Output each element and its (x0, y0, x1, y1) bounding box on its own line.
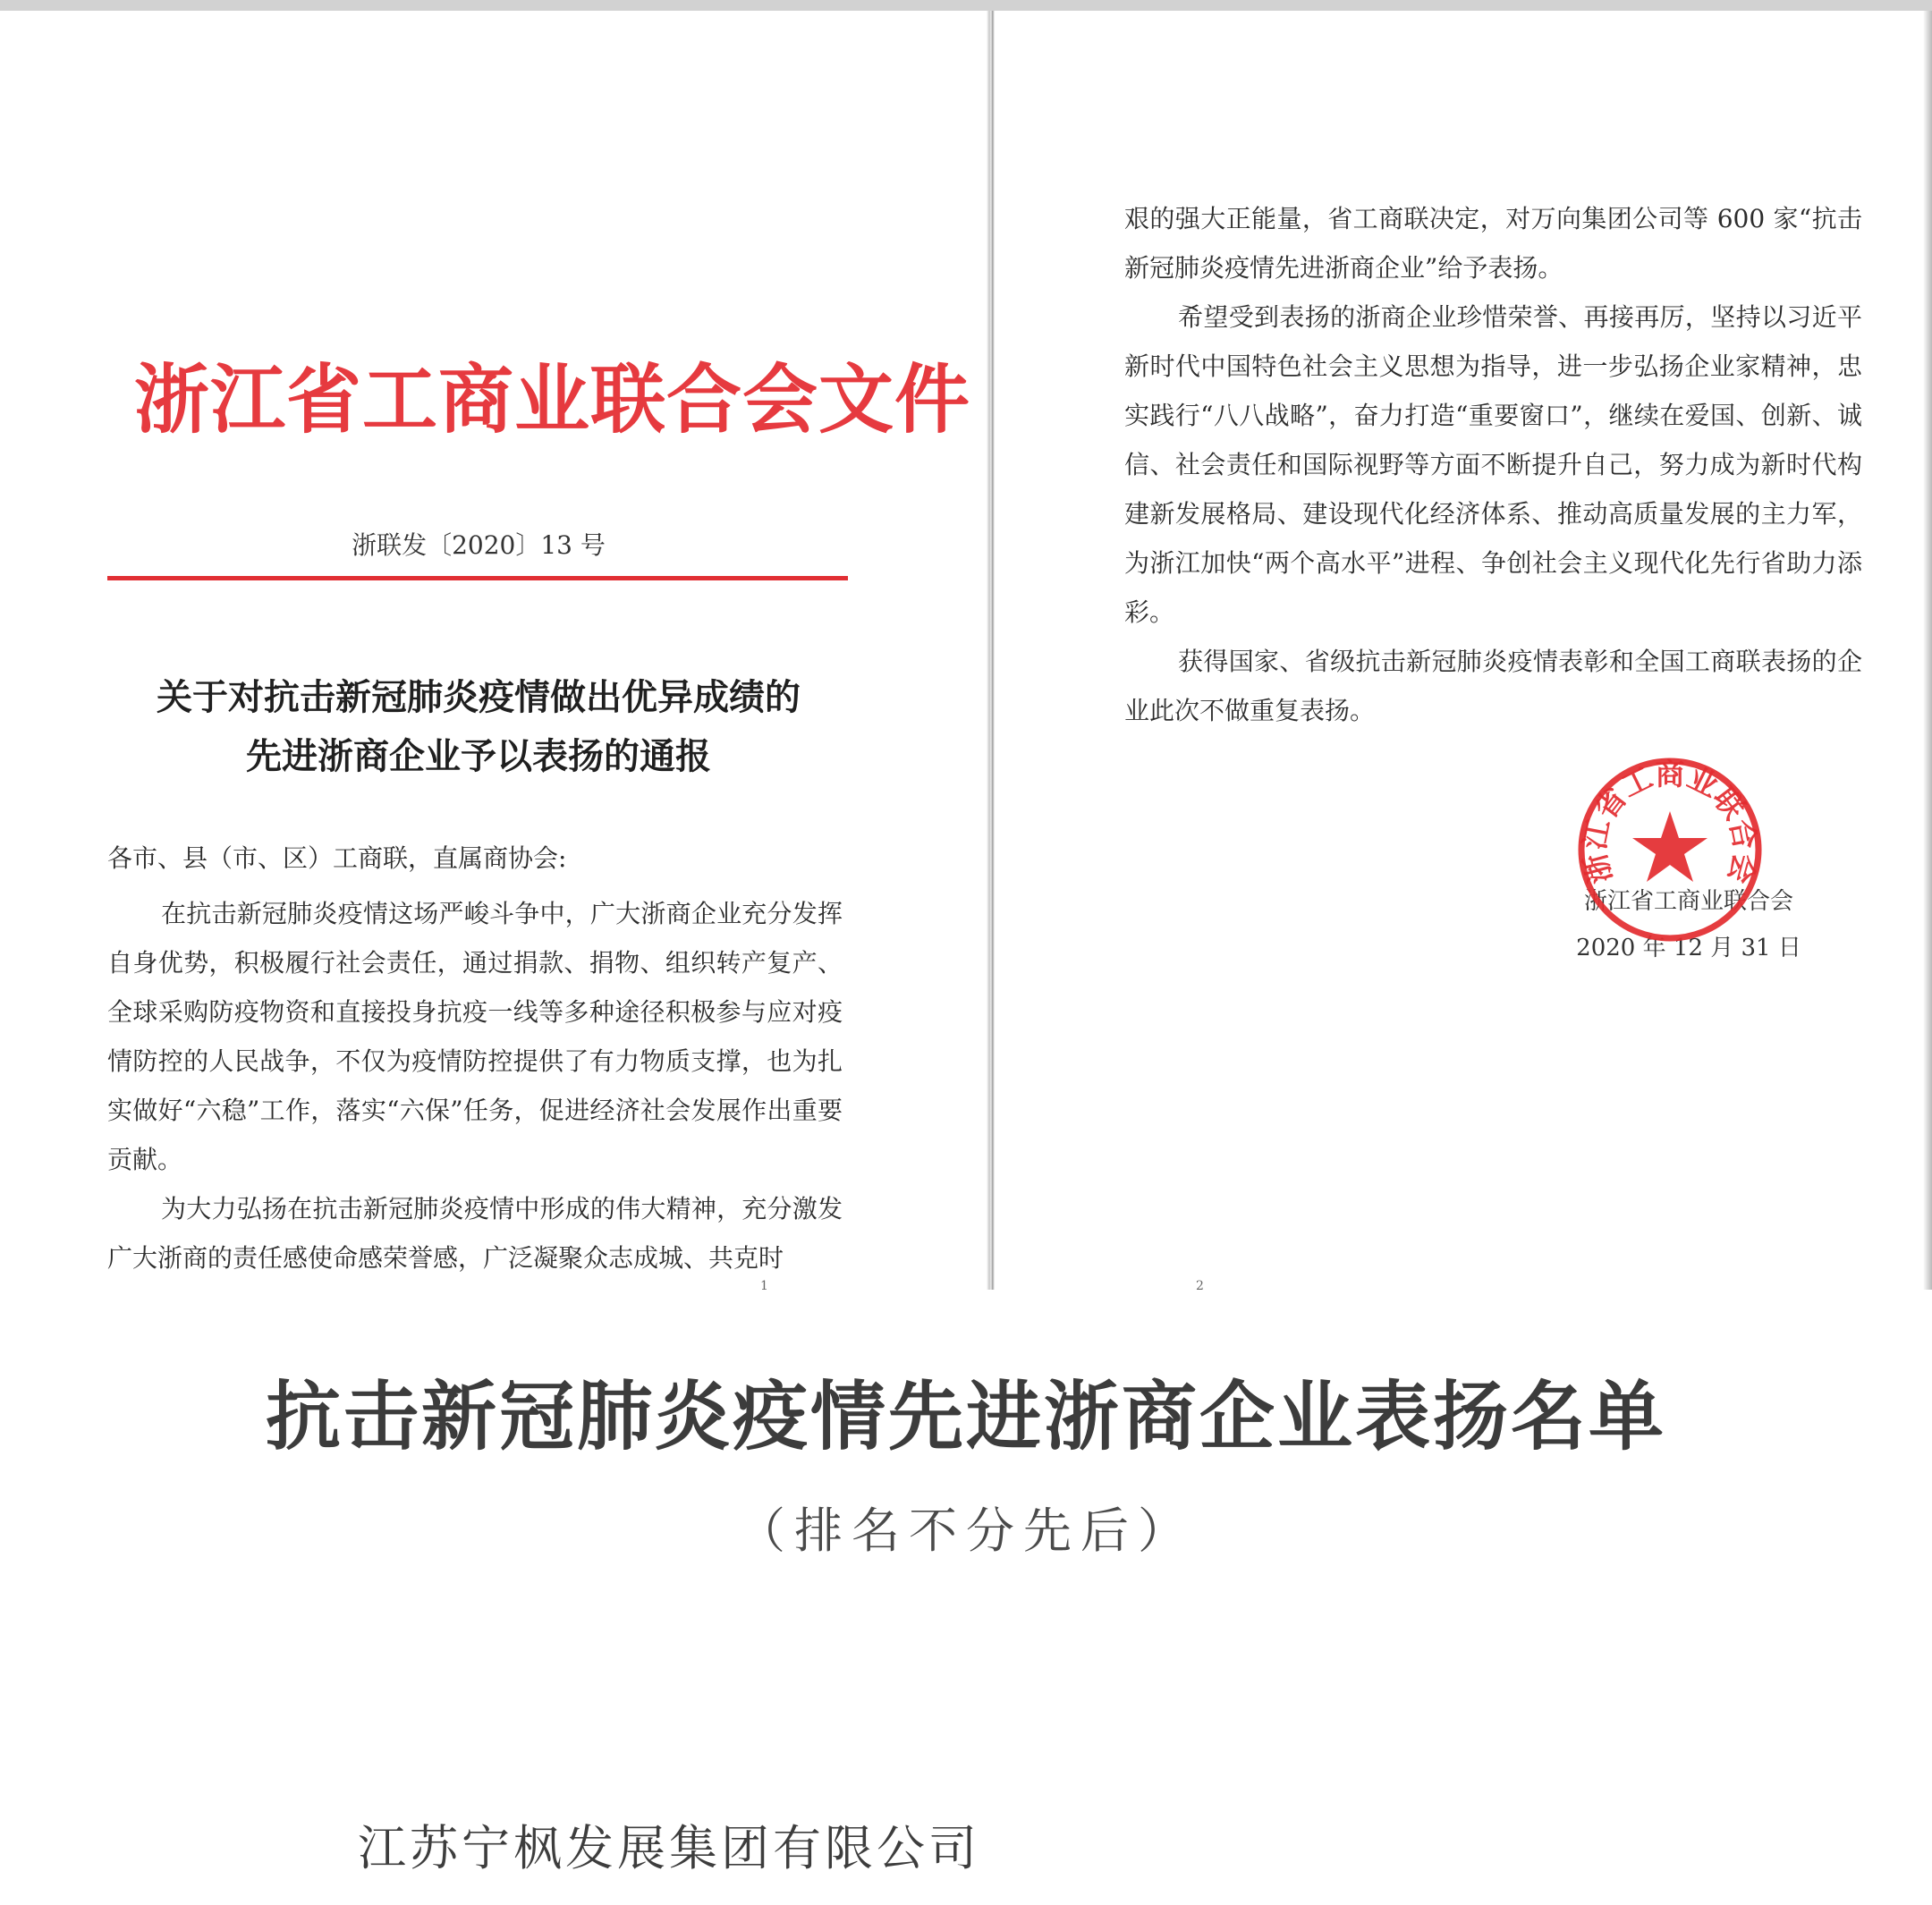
list-title: 抗击新冠肺炎疫情先进浙商企业表扬名单 (265, 1372, 1666, 1460)
paragraph: 为大力弘扬在抗击新冠肺炎疫情中形成的伟大精神，充分激发广大浙商的责任感使命感荣誉感，广泛凝聚众志成城、共克时 (107, 1194, 843, 1273)
signature-date: 2020 年 12 月 31 日 (1576, 935, 1801, 961)
document-page-2 (995, 11, 1932, 1290)
document-title (107, 668, 850, 786)
salutation: 各市、县（市、区）工商联，直属商协会: (107, 843, 567, 873)
scan-top-strip (0, 0, 1932, 11)
body-text-left (107, 889, 843, 1283)
document-number: 浙联发〔2020〕13 号 (352, 530, 606, 560)
commendation-list-section (0, 1290, 1932, 1905)
page-number: 1 (760, 1279, 768, 1290)
document-title-line-1: 关于对抗击新冠肺炎疫情做出优异成绩的 (157, 676, 801, 718)
paragraph: 获得国家、省级抗击新冠肺炎疫情表彰和全国工商联表扬的企业此次不做重复表扬。 (1124, 647, 1862, 725)
body-text-right (1124, 194, 1862, 735)
page-number: 2 (1196, 1279, 1204, 1290)
document-header: 浙江省工商业联合会文件 (134, 355, 971, 444)
page-fold (987, 11, 995, 1290)
list-item: 江苏宁枫发展集团有限公司 (358, 1820, 980, 1876)
paragraph: 在抗击新冠肺炎疫情这场严峻斗争中，广大浙商企业充分发挥自身优势，积极履行社会责任，通过捐款、捐物、组织转产复产、全球采购防疫物资和直接投身抗疫一线等多种途径积极参与应对疫情防控的人民战争，不仅为疫情防控提供了有力物质支撑，也为扎实做好“六稳”工作，落实“六保”任务，促进经济社会发展作出重要贡献。 (107, 899, 843, 1174)
red-divider-rule (107, 576, 848, 580)
paragraph: 希望受到表扬的浙商企业珍惜荣誉、再接再厉，坚持以习近平新时代中国特色社会主义思想为指导，进一步弘扬企业家精神，忠实践行“八八战略”，奋力打造“重要窗口”，继续在爱国、创新、诚信、社会责任和国际视野等方面不断提升自己，努力成为新时代构建新发展格局、建设现代化经济体系、推动高质量发展的主力军，为浙江加快“两个高水平”进程、争创社会主义现代化先行省助力添彩。 (1124, 302, 1862, 627)
list-subtitle: （排名不分先后） (737, 1503, 1195, 1559)
official-seal-icon (1576, 756, 1764, 944)
paragraph: 艰的强大正能量，省工商联决定，对万向集团公司等 600 家“抗击新冠肺炎疫情先进浙商企业”给予表扬。 (1124, 204, 1862, 283)
seal-text: 浙江省工商业联合会 (1576, 757, 1764, 888)
signature-organization: 浙江省工商业联合会 (1583, 888, 1793, 915)
document-title-line-2: 先进浙商企业予以表扬的通报 (246, 735, 711, 777)
document-page-1 (0, 11, 988, 1290)
